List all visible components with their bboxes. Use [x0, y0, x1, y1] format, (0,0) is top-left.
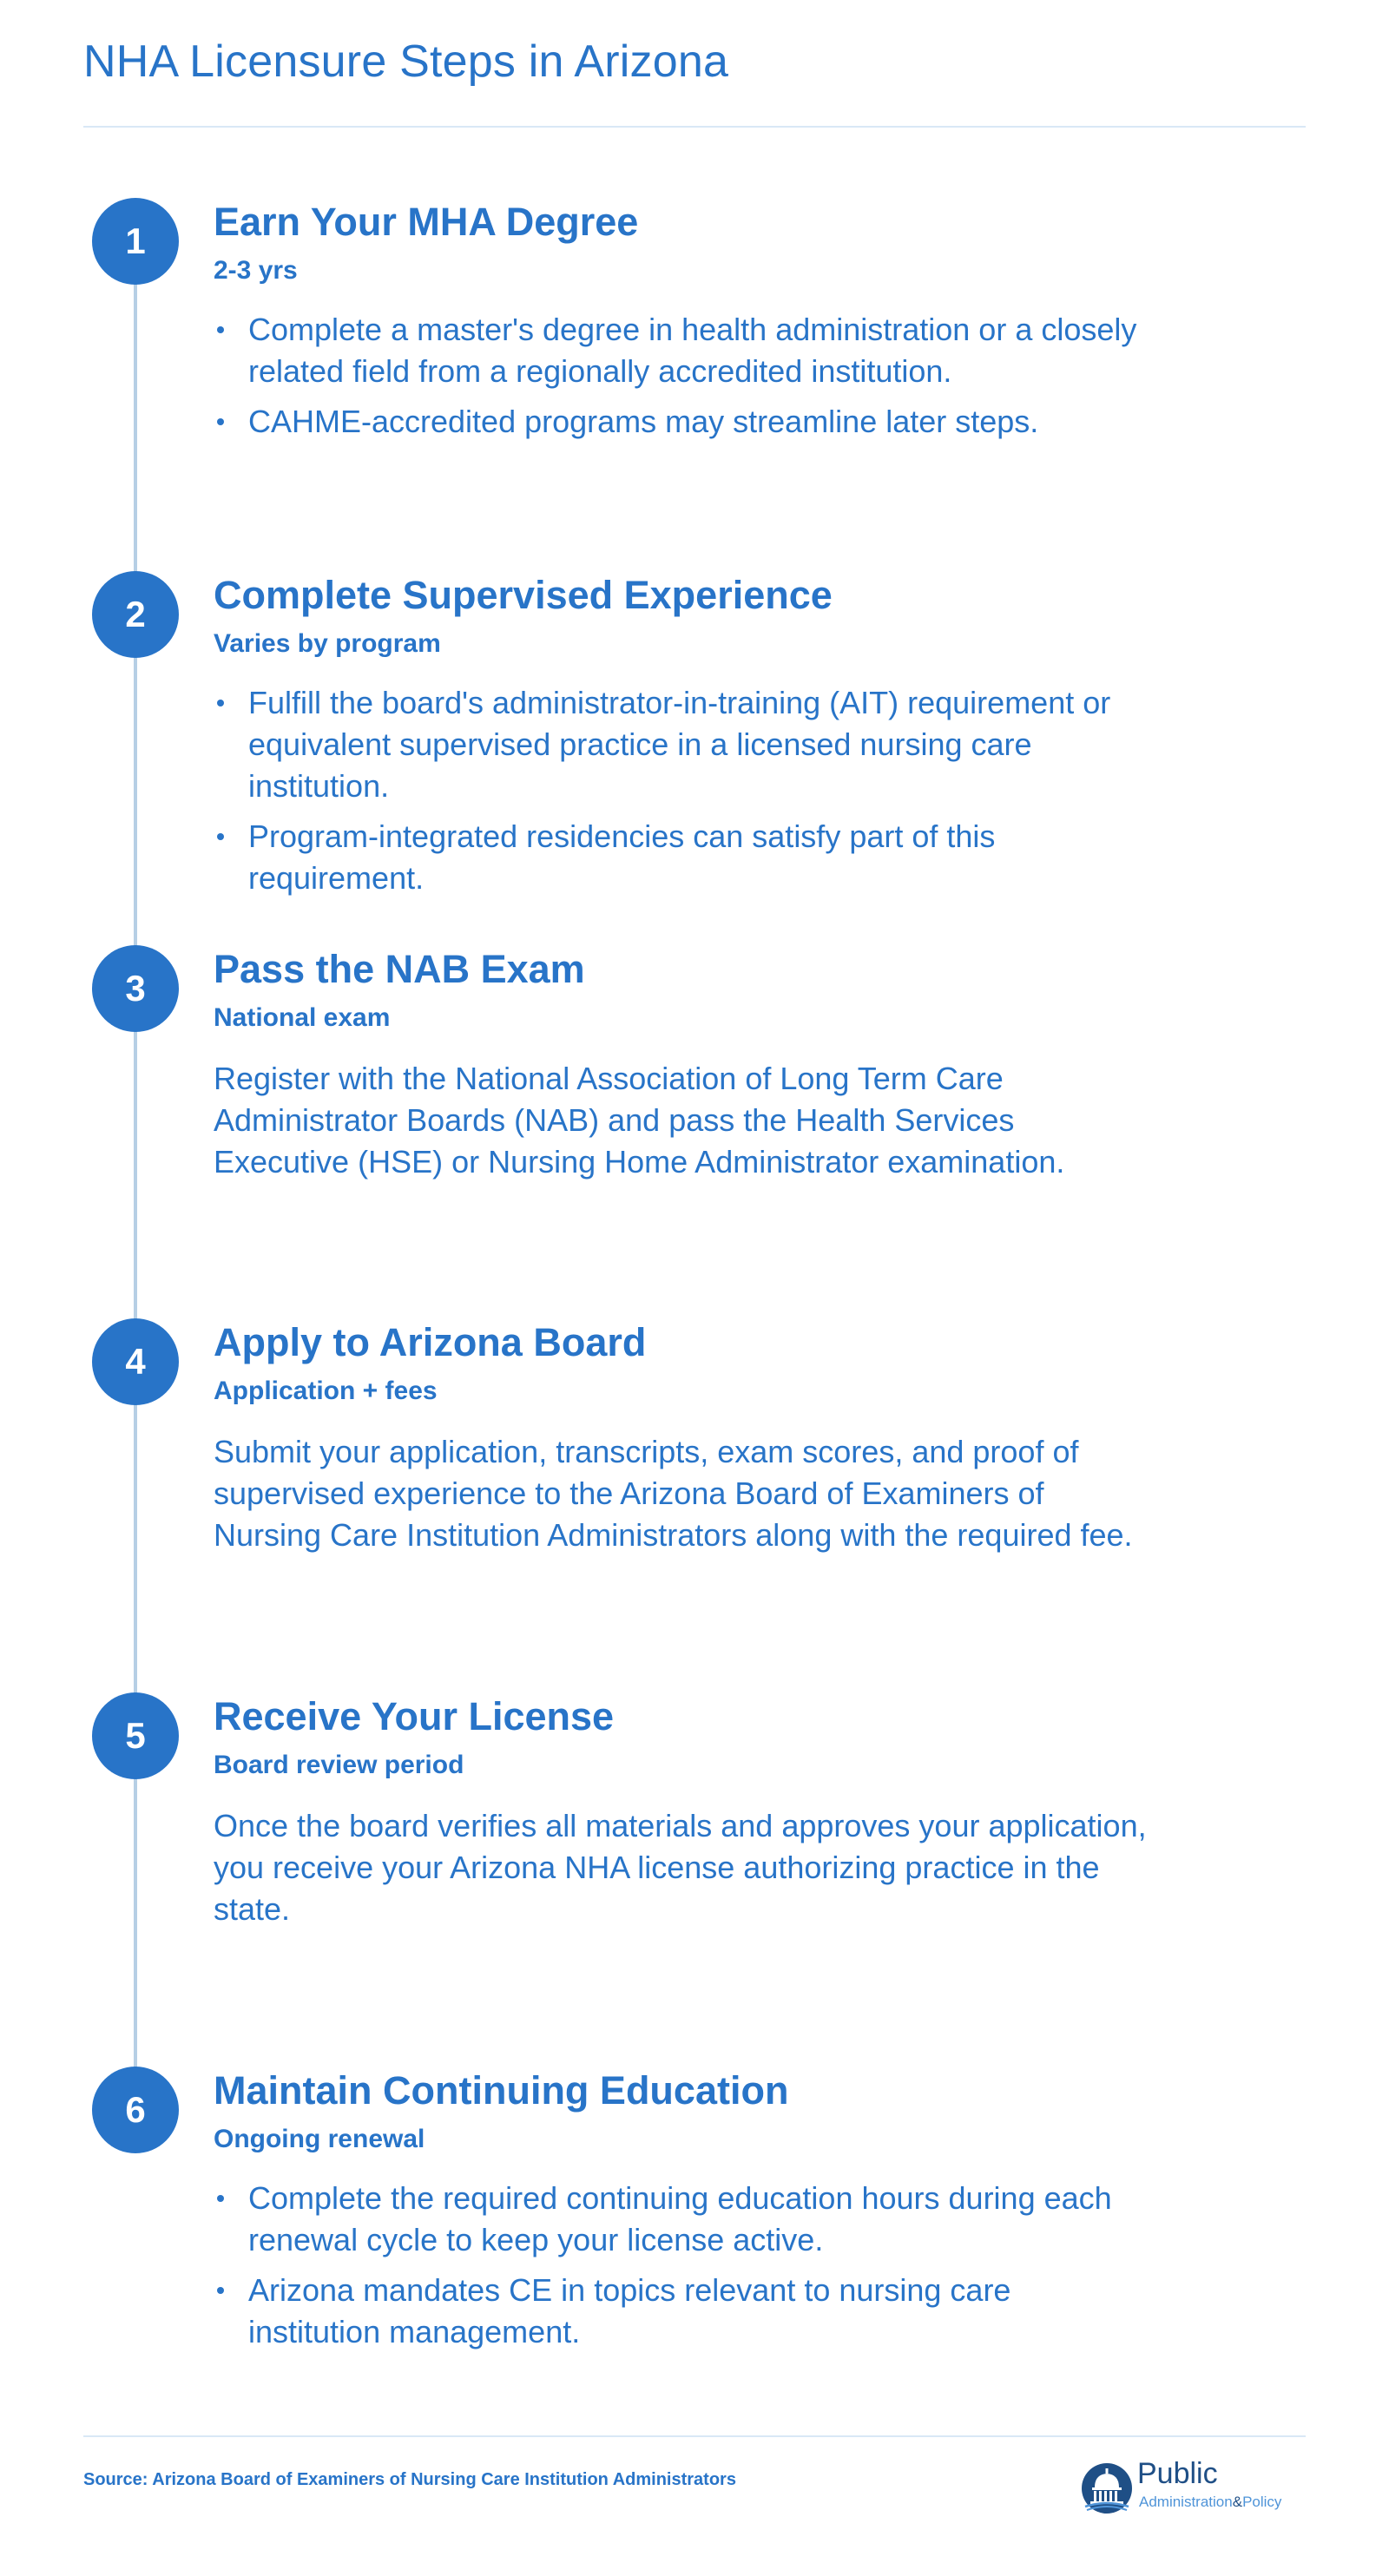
step-title: Apply to Arizona Board [214, 1320, 647, 1364]
bullet-dot-icon [217, 2287, 224, 2294]
bullet-dot-icon [217, 833, 224, 840]
step-title: Pass the NAB Exam [214, 947, 585, 991]
step-description: Register with the National Association of Long Term Care Administrator Boards (NAB) and pass the Health Services Executive (HSE) or Nursing Home Administrator examination. [214, 1060, 1065, 1180]
step-content [214, 573, 1151, 908]
site-logo[interactable] [1080, 2458, 1306, 2519]
list-item [214, 309, 1151, 392]
step-title: Complete Supervised Experience [214, 573, 833, 617]
step-title: Maintain Continuing Education [214, 2068, 789, 2113]
step-duration: Board review period [214, 1750, 464, 1779]
timeline-line [134, 240, 137, 2114]
header-divider [83, 126, 1306, 128]
step-bullet-list [214, 309, 1151, 443]
list-item-text: Arizona mandates CE in topics relevant to nursing care institution management. [248, 2271, 1011, 2349]
step-content [214, 200, 1151, 451]
step-duration: 2-3 yrs [214, 255, 298, 285]
list-item-text: Fulfill the board's administrator-in-training (AIT) requirement or equivalent supervised practice in a licensed nursing care institution. [248, 684, 1111, 804]
page-title: NHA Licensure Steps in Arizona [83, 36, 729, 87]
list-item [214, 401, 1151, 443]
step-title: Earn Your MHA Degree [214, 200, 639, 244]
bullet-dot-icon [217, 418, 224, 425]
step-title: Receive Your License [214, 1694, 615, 1738]
step-content [214, 2068, 1151, 2362]
step-duration: Ongoing renewal [214, 2124, 425, 2153]
footer-divider [83, 2435, 1306, 2437]
logo-wordmark-ampersand: & [1232, 2494, 1243, 2510]
step-number-badge: 6 [92, 2067, 179, 2153]
capitol-dome-icon [1080, 2461, 1134, 2515]
list-item [214, 2178, 1151, 2261]
list-item-text: Program-integrated residencies can satisfy part of this requirement. [248, 818, 996, 896]
step-duration: Varies by program [214, 628, 441, 658]
step-number-badge: 1 [92, 198, 179, 285]
bullet-dot-icon [217, 2195, 224, 2202]
logo-wordmark-public: Public [1137, 2457, 1218, 2490]
logo-wordmark-administration: Administration [1139, 2494, 1233, 2510]
list-item-text: Complete the required continuing education hours during each renewal cycle to keep your license active. [248, 2179, 1112, 2257]
step-content [214, 1320, 1151, 1556]
bullet-dot-icon [217, 700, 224, 706]
bullet-dot-icon [217, 326, 224, 333]
step-content [214, 947, 1151, 1183]
list-item [214, 2270, 1151, 2353]
step-description: Once the board verifies all materials and approves your application, you receive your Arizona NHA license authorizing practice in the state. [214, 1807, 1147, 1927]
step-bullet-list [214, 682, 1151, 899]
step-number-badge: 3 [92, 945, 179, 1032]
step-duration: Application + fees [214, 1376, 438, 1405]
logo-wordmark-policy: Policy [1242, 2494, 1282, 2510]
step-duration: National exam [214, 1002, 391, 1032]
list-item-text: CAHME-accredited programs may streamline later steps. [248, 403, 1039, 439]
step-description: Submit your application, transcripts, exam scores, and proof of supervised experience to the Arizona Board of Examiners of Nursing Care Institution Administrators along with the required fee. [214, 1433, 1133, 1553]
source-citation: Source: Arizona Board of Examiners of Nursing Care Institution Administrators [83, 2470, 736, 2489]
step-number-badge: 5 [92, 1692, 179, 1779]
step-number-badge: 2 [92, 571, 179, 658]
step-content [214, 1694, 1151, 1930]
list-item-text: Complete a master's degree in health administration or a closely related field from a regionally accredited institution. [248, 311, 1137, 389]
step-number-badge: 4 [92, 1318, 179, 1405]
list-item [214, 682, 1151, 807]
list-item [214, 816, 1151, 899]
step-bullet-list [214, 2178, 1151, 2353]
logo-wordmark-subtitle [1139, 2494, 1281, 2511]
